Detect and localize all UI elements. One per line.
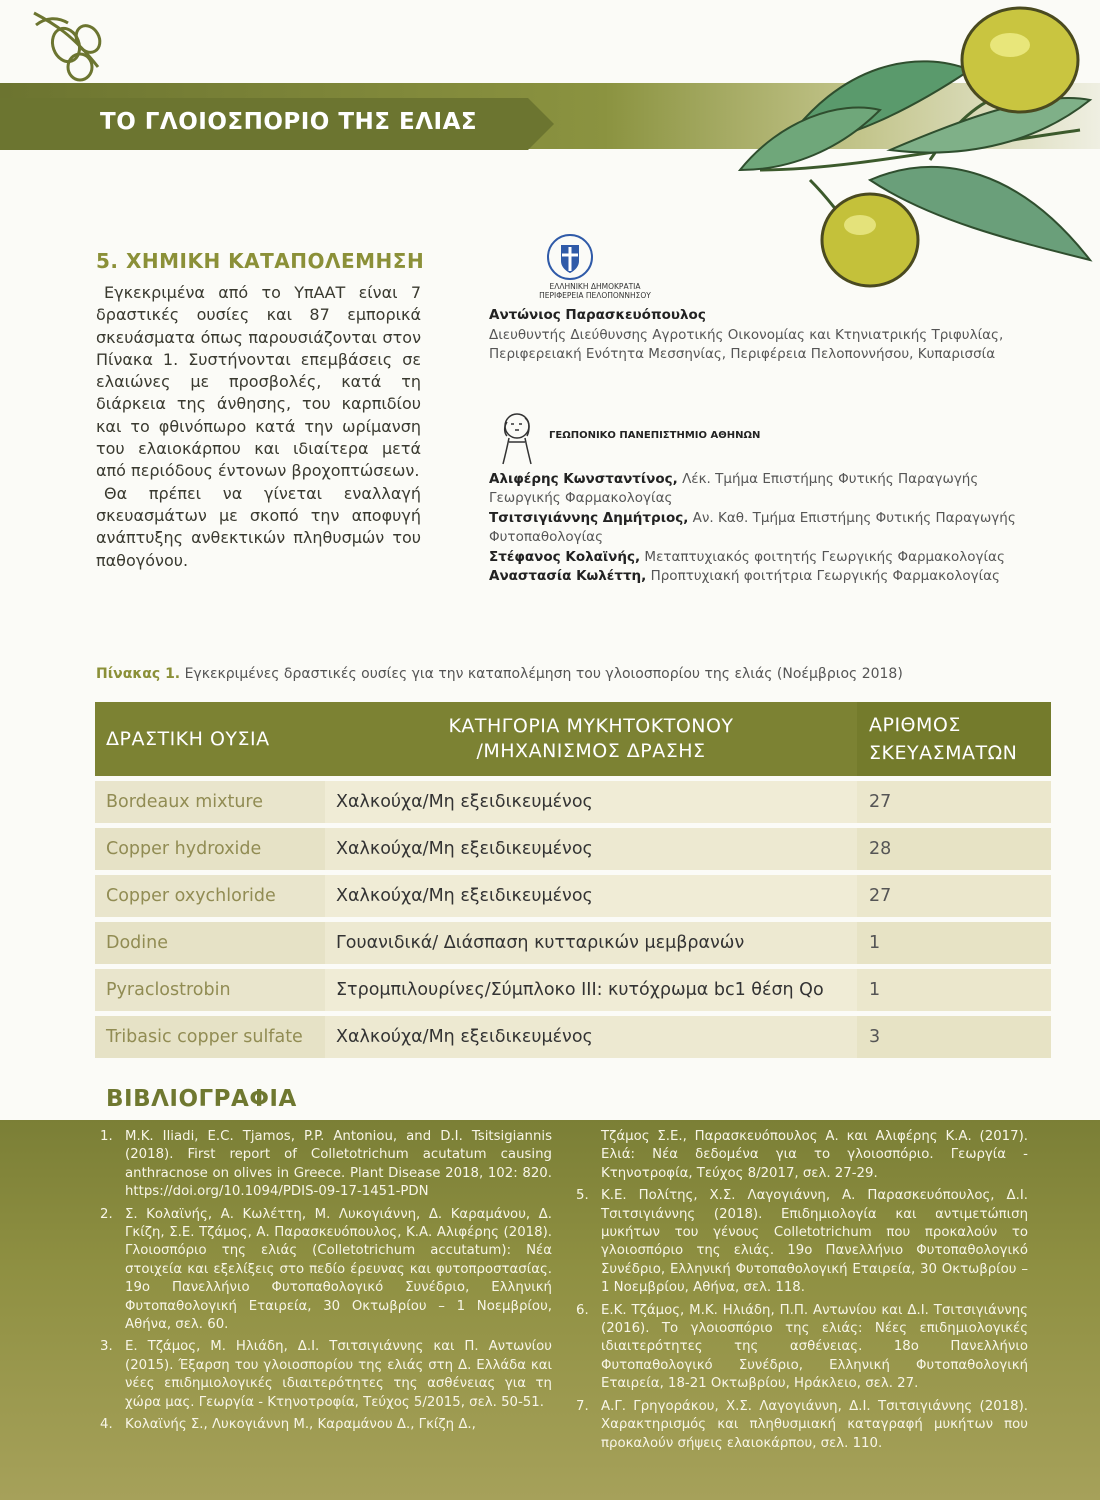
author-name: Στέφανος Κολαϊνής,	[489, 548, 641, 565]
reference-item	[576, 1128, 1028, 1183]
author-item	[489, 470, 1049, 509]
reference-item	[100, 1206, 552, 1335]
table-caption-text: Εγκεκριμένες δραστικές ουσίες για την καταπολέμηση του γλοιοσπορίου της ελιάς (Νοέμβριος 2018)	[180, 666, 903, 682]
author-role: Λέκ. Τμήμα Επιστήμης Φυτικής Παραγωγής Γεωργικής Φαρμακολογίας	[489, 471, 979, 507]
header-category-line2: /ΜΗΧΑΝΙΣΜΟΣ ΔΡΑΣΗΣ	[476, 740, 706, 762]
substance-cell: Bordeaux mixture	[95, 781, 325, 823]
count-cell: 27	[857, 781, 1051, 823]
reference-number: 4.	[100, 1417, 113, 1433]
bibliography-title: ΒΙΒΛΙΟΓΡΑΦΙΑ	[106, 1086, 297, 1112]
table-row	[95, 875, 1051, 917]
title-banner	[0, 98, 528, 150]
table-header-row	[95, 702, 1051, 776]
table-row	[95, 781, 1051, 823]
reference-number: 6.	[576, 1302, 589, 1318]
university-logo-icon	[495, 408, 537, 466]
header-count-line2: ΣΚΕΥΑΣΜΑΤΩΝ	[869, 742, 1018, 764]
section-title: 5. ΧΗΜΙΚΗ ΚΑΤΑΠΟΛΕΜΗΣΗ	[96, 249, 425, 273]
header-active-substance: ΔΡΑΣΤΙΚΗ ΟΥΣΙΑ	[95, 702, 325, 776]
reference-item	[576, 1398, 1028, 1453]
author-name: Αναστασία Κωλέττη,	[489, 568, 647, 585]
reference-text: Ε. Τζάμος, Μ. Ηλιάδη, Δ.Ι. Τσιτσιγιάννης και Π. Αντωνίου (2015). Έξαρση του γλοιοσπορίου της ελιάς στη Δ. Ελλάδα και νέες επιδημιολογικές ιδιαιτερότητες της ασθένειας για τη χώρα μας. Γεωργία - Κτηνοτροφία, Τεύχος 5/2015, σελ. 50-51.	[125, 1339, 552, 1410]
section-paragraph-2: Θα πρέπει να γίνεται εναλλαγή σκευασμάτων με σκοπό την αποφυγή ανάπτυξης ανθεκτικών πληθυσμών του παθογόνου.	[96, 483, 421, 570]
reference-item	[100, 1338, 552, 1412]
substance-cell: Pyraclostrobin	[95, 969, 325, 1011]
count-cell: 28	[857, 828, 1051, 870]
reference-number	[576, 1128, 601, 1183]
greek-emblem-icon	[545, 233, 595, 281]
fungicide-table	[95, 697, 1051, 1063]
count-cell: 1	[857, 969, 1051, 1011]
reference-number: 2.	[100, 1206, 113, 1222]
substance-cell: Copper hydroxide	[95, 828, 325, 870]
table-row	[95, 828, 1051, 870]
reference-item	[100, 1416, 552, 1434]
reference-text: Τζάμος Σ.Ε., Παρασκευόπουλος Α. και Αλιφέρης Κ.Α. (2017). Ελιά: Νέα δεδομένα για το γλοιοσπόριο. Γεωργία - Κτηνοτροφία, Τεύχος 8/2017, σελ. 27-29.	[601, 1129, 1028, 1181]
reference-text: Σ. Κολαϊνής, Α. Κωλέττη, Μ. Λυκογιάννη, Δ. Καραμάνου, Δ. Γκίζη, Σ.Ε. Τζάμος, Α. Παρασκευόπουλος, Κ.Α. Αλιφέρης (2018). Γλοιοσπόριο της ελιάς (Colletotrichum accutatum): Νέα στοιχεία και εξελίξεις στο πεδίο έρευνας και φυτοπροστασίας. 19ο Πανελλήνιο Φυτοπαθολογικό Συνέδριο, Ελληνική Φυτοπαθολογική Εταιρεία, 30 Οκτωβρίου – 1 Νοεμβρίου, Αθήνα, σελ. 60.	[125, 1206, 552, 1333]
reference-number: 3.	[100, 1339, 113, 1355]
table-row	[95, 969, 1051, 1011]
table-caption-label: Πίνακας 1.	[96, 666, 181, 682]
reference-text: M.K. Iliadi, E.C. Tjamos, P.P. Antoniou, and D.I. Tsitsigiannis (2018). First report of Colletotrichum acutatum causing anthracnose on olives in Greece. Plant Disease 2018, 102: 820. https://doi.org/10.1094/PDIS-09-17-1451-PDN	[125, 1129, 552, 1200]
substance-cell: Dodine	[95, 922, 325, 964]
count-cell: 27	[857, 875, 1051, 917]
section-body	[96, 282, 421, 572]
bibliography-column-left	[100, 1128, 552, 1439]
author-name: Τσιτσιγιάννης Δημήτριος,	[489, 509, 689, 526]
author-role: Προπτυχιακή φοιτήτρια Γεωργικής Φαρμακολογίας	[646, 568, 1000, 585]
author-role: Μεταπτυχιακός φοιτητής Γεωργικής Φαρμακολογίας	[640, 548, 1005, 565]
reference-number: 5.	[576, 1188, 589, 1204]
olive-branch-logo-icon	[28, 5, 108, 83]
substance-cell: Copper oxychloride	[95, 875, 325, 917]
page-title: ΤΟ ΓΛΟΙΟΣΠΟΡΙΟ ΤΗΣ ΕΛΙΑΣ	[100, 109, 478, 135]
header-category	[325, 702, 857, 776]
reference-text: Ε.Κ. Τζάμος, Μ.Κ. Ηλιάδη, Π.Π. Αντωνίου και Δ.Ι. Τσιτσιγιάννης (2016). Το γλοιοσπόριο της ελιάς: Νέες επιδημιολογικές ιδιαιτερότητες της ασθένειας. 18ο Πανελλήνιο Φυτοπαθολογικό Συνέδριο, Ελληνική Φυτοπαθολογική Εταιρεία, 18-21 Οκτωβρίου, Ηράκλειο, σελ. 27.	[601, 1302, 1028, 1392]
category-cell: Στρομπιλουρίνες/Σύμπλοκο ΙΙΙ: κυτόχρωμα bc1 θέση Qo	[325, 969, 857, 1011]
category-cell: Χαλκούχα/Μη εξειδικευμένος	[325, 828, 857, 870]
reference-number: 7.	[576, 1398, 589, 1414]
reference-item	[576, 1187, 1028, 1297]
section-paragraph-1: Εγκεκριμένα από το ΥπΑΑΤ είναι 7 δραστικές ουσίες και 87 εμπορικά σκευάσματα όπως παρουσιάζονται στον Πίνακα 1. Συστήνονται επεμβάσεις σε ελαιώνες με προσβολές, κατά τη διάρκεια της άνθησης, του καρπιδίου και το φθινόπωρο κατά την ωρίμανση του ελαιοκάρπου και ιδιαίτερα μετά από περιόδους έντονων βροχοπτώσεων.	[96, 283, 421, 481]
author-item	[489, 509, 1049, 548]
reference-text: Κ.Ε. Πολίτης, Χ.Σ. Λαγογιάννη, Α. Παρασκευόπουλος, Δ.Ι. Τσιτσιγιάννης (2018). Επιδημιολογία και αντιμετώπιση μυκήτων του γένους Colletotrichum που προκαλούν το γλοιοσπόριο της ελιάς. 19ο Πανελλήνιο Φυτοπαθολογικό Συνέδριο, Ελληνική Φυτοπαθολογική Εταιρεία, 30 Οκτωβρίου – 1 Νοεμβρίου, Αθήνα, σελ. 118.	[601, 1188, 1028, 1296]
reference-item	[576, 1302, 1028, 1394]
olive-branch-illustration-icon	[720, 0, 1100, 300]
count-cell: 3	[857, 1016, 1051, 1058]
header-count	[857, 702, 1051, 776]
category-cell: Χαλκούχα/Μη εξειδικευμένος	[325, 875, 857, 917]
header-category-line1: ΚΑΤΗΓΟΡΙΑ ΜΥΚΗΤΟΚΤΟΝΟΥ	[448, 715, 734, 737]
author-item	[489, 567, 1049, 586]
author1-name: Αντώνιος Παρασκευόπουλος	[489, 307, 706, 323]
gov-line-2: ΠΕΡΙΦΕΡΕΙΑ ΠΕΛΟΠΟΝΝΗΣΟΥ	[539, 291, 651, 300]
author-name: Αλιφέρης Κωνσταντίνος,	[489, 471, 678, 487]
table-caption	[96, 666, 903, 682]
bibliography-column-right	[576, 1128, 1028, 1457]
author-item	[489, 548, 1049, 567]
author-role: Αν. Καθ. Τμήμα Επιστήμης Φυτικής Παραγωγής Φυτοπαθολογίας	[489, 509, 1016, 546]
reference-number: 1.	[100, 1129, 113, 1144]
reference-text: Κολαϊνής Σ., Λυκογιάννη Μ., Καραμάνου Δ., Γκίζη Δ.,	[125, 1417, 476, 1433]
reference-text: Α.Γ. Γρηγοράκου, Χ.Σ. Λαγογιάννη, Δ.Ι. Τσιτσιγιάννης (2018). Χαρακτηρισμός και πληθυσμιακή καταγραφή μυκήτων που προκαλούν σήψεις ελαιοκάρπου, σελ. 110.	[601, 1398, 1028, 1451]
table-row	[95, 1016, 1051, 1058]
university-name: ΓΕΩΠΟΝΙΚΟ ΠΑΝΕΠΙΣΤΗΜΙΟ ΑΘΗΝΩΝ	[549, 430, 761, 441]
category-cell: Χαλκούχα/Μη εξειδικευμένος	[325, 1016, 857, 1058]
author-list	[489, 470, 1049, 586]
category-cell: Χαλκούχα/Μη εξειδικευμένος	[325, 781, 857, 823]
substance-cell: Tribasic copper sulfate	[95, 1016, 325, 1058]
author-block-1	[489, 306, 1049, 365]
count-cell: 1	[857, 922, 1051, 964]
category-cell: Γουανιδικά/ Διάσπαση κυτταρικών μεμβρανών	[325, 922, 857, 964]
author1-role: Διευθυντής Διεύθυνσης Αγροτικής Οικονομίας και Κτηνιατρικής Τριφυλίας, Περιφερειακή Ενότητα Μεσσηνίας, Περιφέρεια Πελοποννήσου, Κυπαρισσία	[489, 326, 1004, 362]
government-label	[535, 282, 655, 300]
reference-item	[100, 1128, 552, 1202]
header-count-line1: ΑΡΙΘΜΟΣ	[869, 714, 961, 736]
table-row	[95, 922, 1051, 964]
gov-line-1: ΕΛΛΗΝΙΚΗ ΔΗΜΟΚΡΑΤΙΑ	[549, 282, 641, 291]
